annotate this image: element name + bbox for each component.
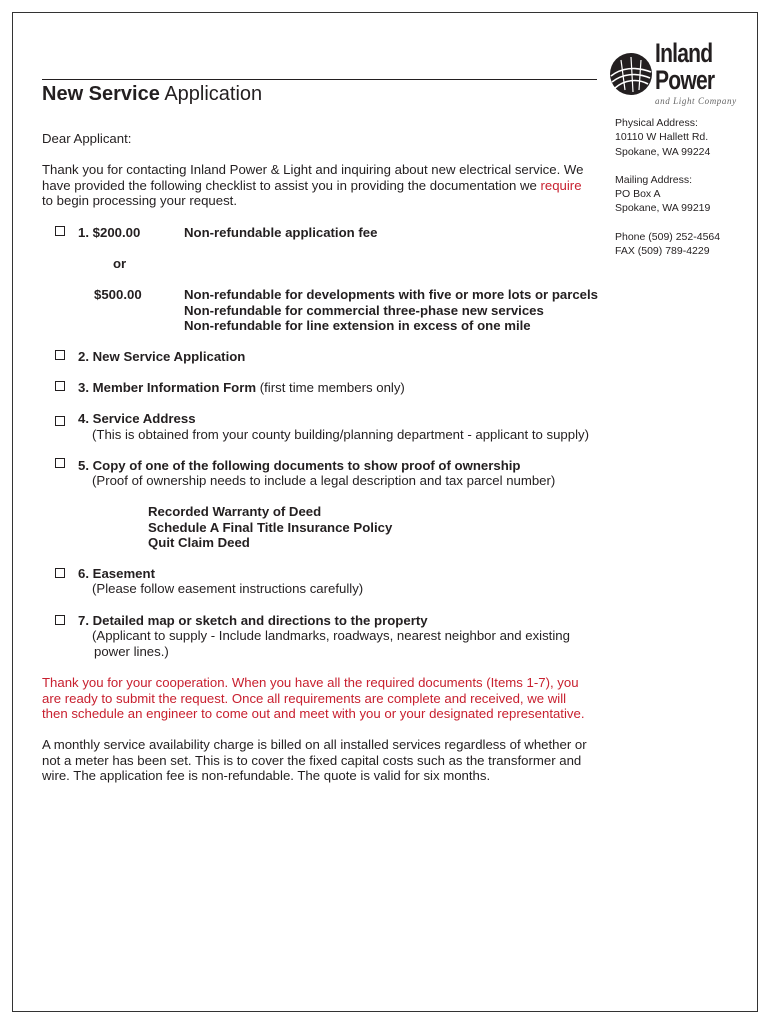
item4-note: (This is obtained from your county building/planning department - applicant to supply) — [92, 427, 590, 442]
item6-note: (Please follow easement instructions carefully) — [92, 581, 364, 596]
item3-checkbox[interactable] — [55, 381, 65, 391]
item1-description: Non-refundable application fee — [184, 225, 378, 240]
item1-amount-alt: $500.00 — [94, 287, 142, 302]
logo-inland: Inland — [655, 38, 713, 68]
item5-document-3: Quit Claim Deed — [148, 535, 250, 550]
title-bold: New Service — [42, 83, 160, 105]
power-lines-icon — [609, 52, 653, 96]
item6-checkbox[interactable] — [55, 568, 65, 578]
item7-note-line-2: power lines.) — [94, 643, 169, 659]
intro-text-require: require — [540, 177, 582, 193]
intro-text-before: Thank you for contacting Inland Power & Light and inquiring about new electrical service. We have provided the following checklist to assist you in providing the documentation we — [42, 162, 584, 193]
item2-checkbox[interactable] — [55, 350, 65, 360]
item5-checkbox[interactable] — [55, 458, 65, 468]
physical-address-label: Physical Address: — [615, 117, 698, 129]
physical-address-street: 10110 W Hallett Rd. — [615, 131, 709, 144]
item5-label: 5. Copy of one of the following documents to show proof of ownership — [78, 458, 521, 473]
item2-label: 2. New Service Application — [78, 349, 246, 364]
fax-number: FAX (509) 789-4229 — [615, 245, 710, 258]
intro-paragraph — [42, 162, 594, 209]
physical-address-city: Spokane, WA 99224 — [615, 145, 711, 158]
item1-or: or — [113, 256, 127, 271]
item7-checkbox[interactable] — [55, 615, 65, 625]
mailing-address-city: Spokane, WA 99219 — [615, 202, 711, 215]
intro-text-after: to begin processing your request. — [42, 193, 237, 208]
thanks-paragraph: Thank you for your cooperation. When you have all the required documents (Items 1-7), you are ready to submit the request. Once all requirements are complete and received, we will then schedule an engineer to come out and meet with you or your designated representative. — [42, 675, 585, 721]
title-rule — [42, 79, 597, 80]
item3-note: (first time members only) — [259, 380, 405, 395]
item7-label: 7. Detailed map or sketch and directions to the property — [78, 613, 428, 628]
item5-note: (Proof of ownership needs to include a legal description and tax parcel number) — [92, 473, 556, 488]
item5-document-1: Recorded Warranty of Deed — [148, 504, 322, 519]
item1-checkbox[interactable] — [55, 226, 65, 236]
item7-note-line-1: (Applicant to supply - Include landmarks, roadways, nearest neighbor and existing — [92, 628, 570, 643]
item1-alt-line-3: Non-refundable for line extension in excess of one mile — [184, 318, 531, 333]
page-title — [42, 81, 262, 107]
logo-power: Power — [655, 65, 715, 95]
item1-alt-line-2: Non-refundable for commercial three-phase new services — [184, 302, 544, 318]
item3-label: 3. Member Information Form — [78, 380, 257, 395]
item1-amount: 1. $200.00 — [78, 225, 141, 240]
item5-document-2: Schedule A Final Title Insurance Policy — [148, 519, 393, 535]
item4-label: 4. Service Address — [78, 411, 196, 426]
item3-line — [78, 380, 405, 396]
company-logo — [609, 38, 737, 108]
contact-block — [615, 116, 755, 258]
greeting: Dear Applicant: — [42, 131, 132, 146]
item4-checkbox[interactable] — [55, 416, 65, 426]
phone-number: Phone (509) 252-4564 — [615, 230, 721, 243]
mailing-address-label: Mailing Address: — [615, 173, 693, 186]
mailing-address-box: PO Box A — [615, 188, 661, 201]
item6-label: 6. Easement — [78, 566, 155, 581]
logo-tagline: and Light Company — [655, 96, 737, 106]
service-charge-paragraph: A monthly service availability charge is billed on all installed services regardless of whether or not a meter has been set. This is to cover the fixed capital costs such as the transformer and wire. The application fee is non-refundable. The quote is valid for six months. — [42, 737, 587, 783]
title-light: Application — [164, 83, 263, 105]
item1-alt-line-1: Non-refundable for developments with five or more lots or parcels — [184, 287, 599, 302]
